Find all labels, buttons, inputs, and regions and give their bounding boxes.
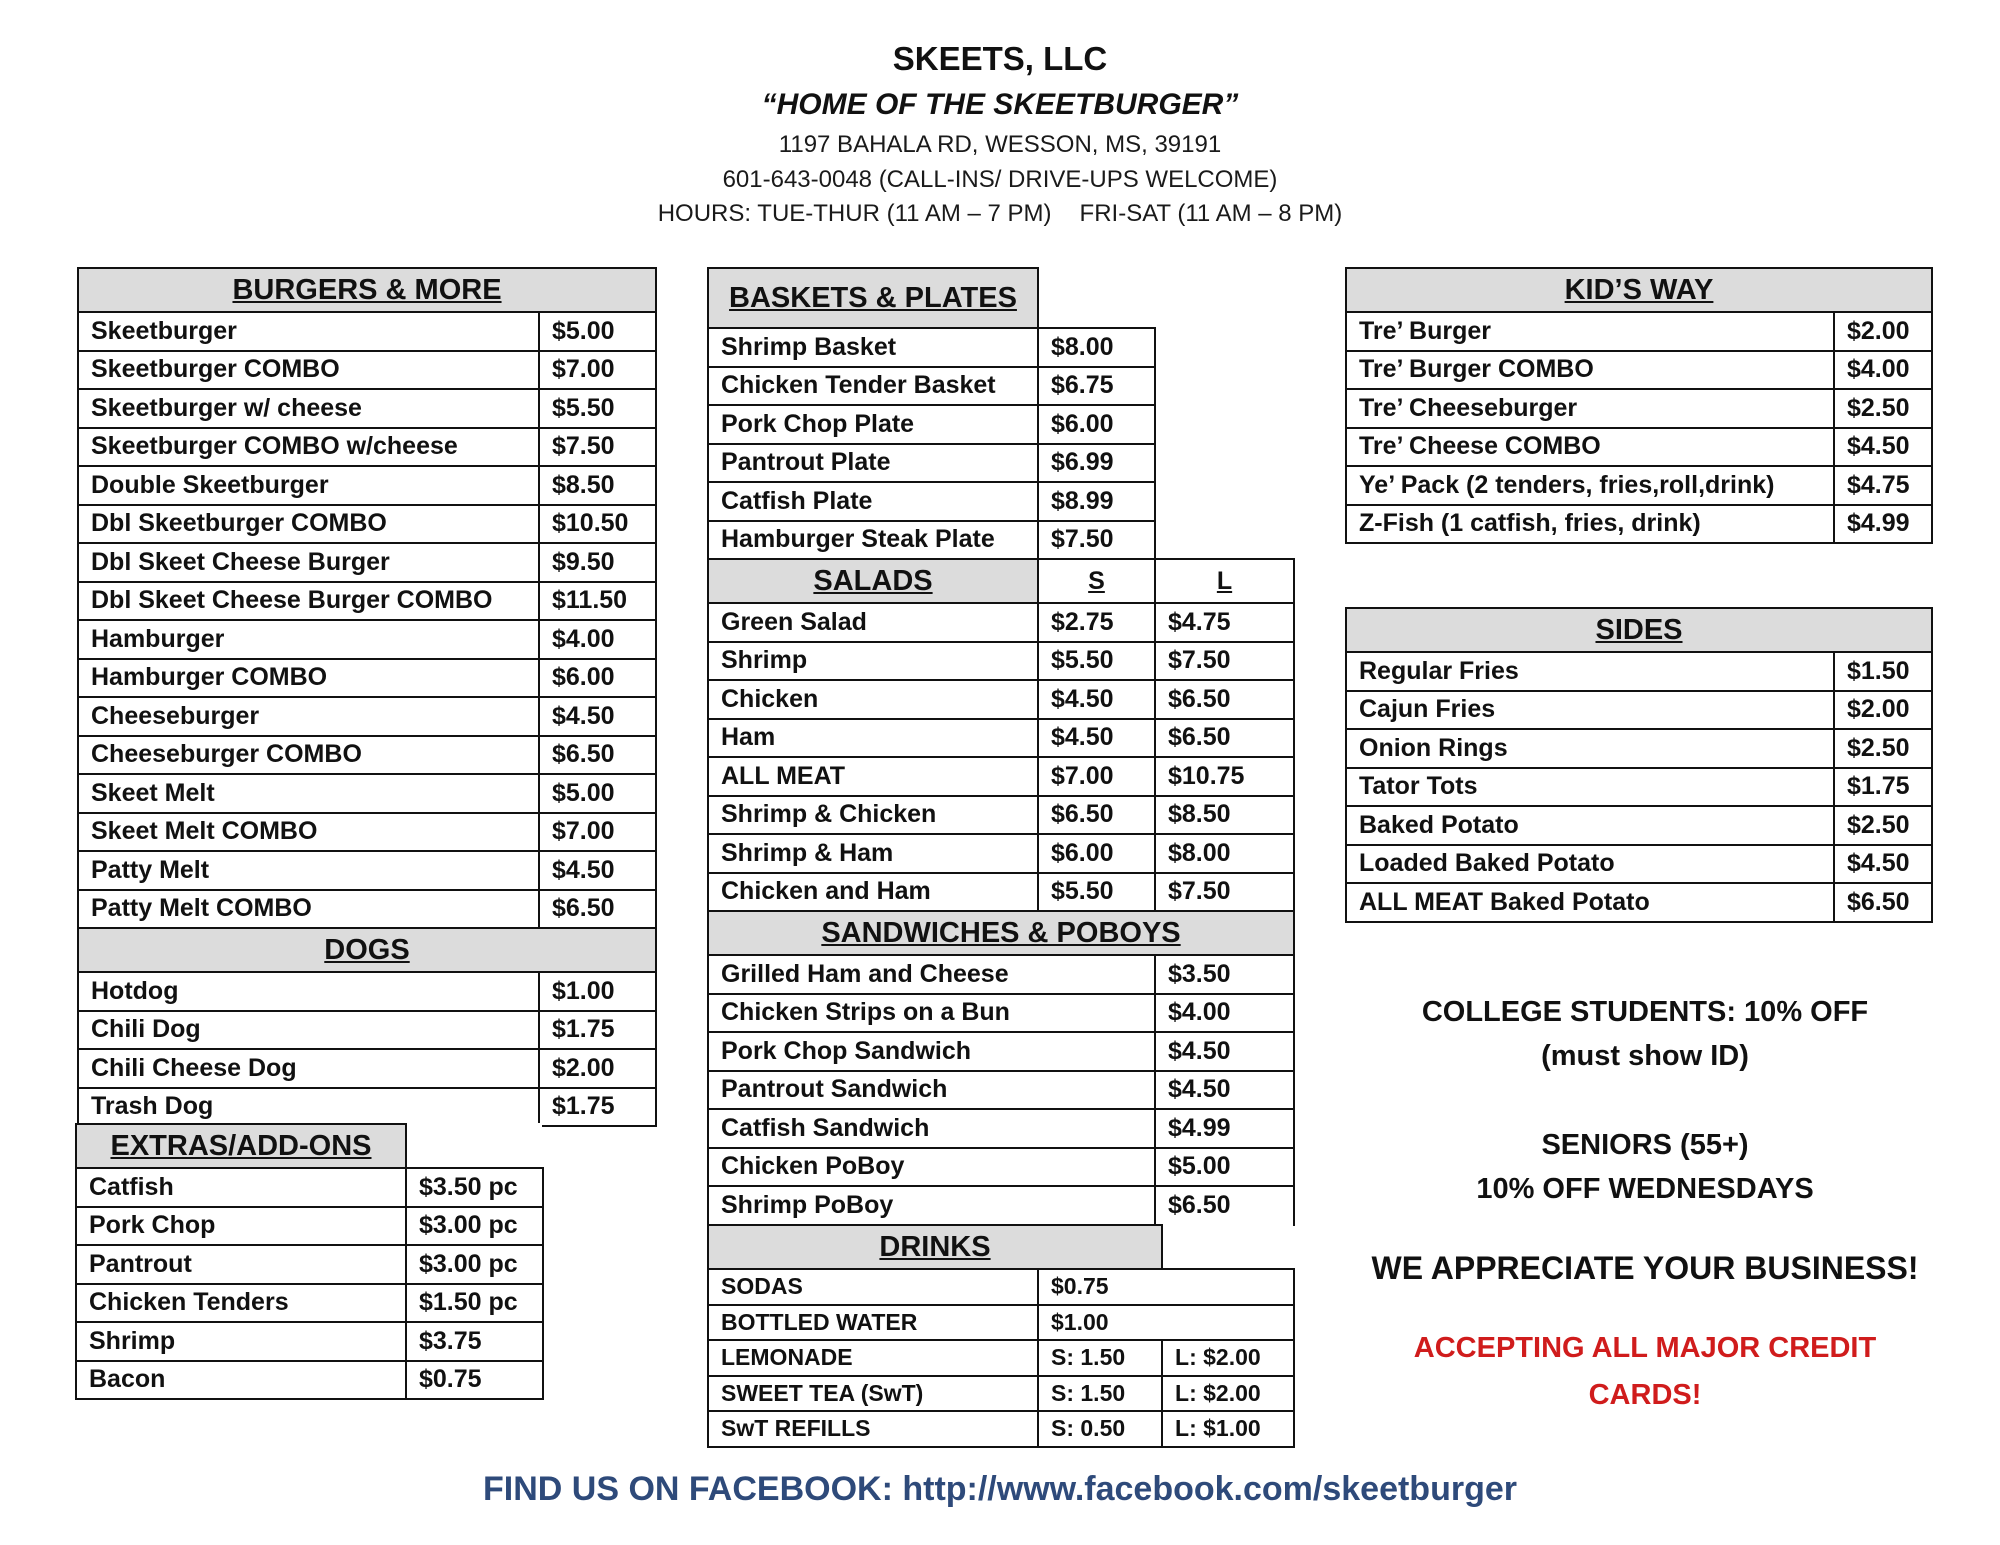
menu-row <box>78 505 656 544</box>
menu-row <box>76 1207 543 1246</box>
menu-row <box>78 428 656 467</box>
menu-row <box>1346 729 1932 768</box>
middle-column <box>707 267 1293 1226</box>
item-name: Dbl Skeetburger COMBO <box>78 505 539 544</box>
item-price: $3.00 pc <box>406 1207 543 1246</box>
menu-row <box>1346 466 1932 505</box>
menu-row <box>76 1322 543 1361</box>
item-price: $4.50 <box>1834 845 1932 884</box>
item-name: Hotdog <box>78 972 539 1011</box>
dogs-heading: DOGS <box>78 928 656 972</box>
menu-row <box>708 994 1294 1033</box>
menu-row <box>78 890 656 929</box>
menu-row <box>78 774 656 813</box>
item-name: Chicken Tender Basket <box>708 367 1038 406</box>
item-price: $6.00 <box>1038 405 1155 444</box>
kids-section <box>1345 267 1931 544</box>
item-name: Pork Chop Plate <box>708 405 1038 444</box>
item-name: Hamburger <box>78 620 539 659</box>
menu-row <box>708 482 1294 521</box>
item-price-small: $4.50 <box>1038 680 1155 719</box>
item-price: $4.50 <box>539 851 656 890</box>
menu-row <box>708 1376 1294 1412</box>
drinks-heading: DRINKS <box>708 1225 1162 1269</box>
item-name: Pork Chop Sandwich <box>708 1032 1155 1071</box>
item-name: Chicken Strips on a Bun <box>708 994 1155 1033</box>
salads-heading: SALADS <box>708 559 1038 603</box>
credit-card-line1: ACCEPTING ALL MAJOR CREDIT <box>1413 1332 1877 1364</box>
item-name: Catfish Plate <box>708 482 1038 521</box>
menu-row <box>78 813 656 852</box>
kids-heading: KID’S WAY <box>1346 268 1932 312</box>
item-price: $4.50 <box>539 697 656 736</box>
item-price: $1.50 pc <box>406 1284 543 1323</box>
credit-card-line2: CARDS! <box>1588 1379 1702 1411</box>
item-name: Patty Melt COMBO <box>78 890 539 929</box>
menu-row <box>708 1071 1294 1110</box>
menu-row <box>78 1011 656 1050</box>
item-price: $6.50 <box>539 736 656 775</box>
item-name: Chicken PoBoy <box>708 1148 1155 1187</box>
menu-row <box>76 1245 543 1284</box>
sides-heading: SIDES <box>1346 608 1932 652</box>
item-name: Baked Potato <box>1346 806 1834 845</box>
item-price: $8.50 <box>539 466 656 505</box>
baskets-heading: BASKETS & PLATES <box>708 268 1038 328</box>
item-name: BOTTLED WATER <box>708 1305 1038 1341</box>
menu-row <box>76 1284 543 1323</box>
item-price: $6.75 <box>1038 367 1155 406</box>
menu-row <box>708 834 1294 873</box>
item-name: Skeet Melt <box>78 774 539 813</box>
item-price: $7.50 <box>1038 521 1155 560</box>
item-name: Loaded Baked Potato <box>1346 845 1834 884</box>
menu-row <box>708 405 1294 444</box>
item-name: Bacon <box>76 1361 406 1400</box>
menu-row <box>708 1340 1294 1376</box>
menu-row <box>708 680 1294 719</box>
item-name: Cheeseburger <box>78 697 539 736</box>
menu-row <box>708 1411 1294 1447</box>
item-price: $5.00 <box>1155 1148 1294 1187</box>
senior-discount-line1: SENIORS (55+) <box>1541 1129 1749 1161</box>
item-name: Chili Cheese Dog <box>78 1049 539 1088</box>
sides-section <box>1345 607 1931 923</box>
item-price: $3.50 <box>1155 955 1294 994</box>
hours-weekend: FRI-SAT (11 AM – 8 PM) <box>1079 200 1343 227</box>
item-price: $6.50 <box>539 890 656 929</box>
item-name: Pantrout Sandwich <box>708 1071 1155 1110</box>
item-name: Pantrout <box>76 1245 406 1284</box>
item-price-large: L: $2.00 <box>1162 1376 1294 1412</box>
menu-row <box>78 1088 656 1127</box>
item-price: $1.00 <box>1038 1305 1294 1341</box>
item-price-large: $7.50 <box>1155 873 1294 912</box>
menu-row <box>708 603 1294 642</box>
item-price: $9.50 <box>539 543 656 582</box>
item-name: Catfish <box>76 1168 406 1207</box>
tagline: “HOME OF THE SKEETBURGER” <box>761 88 1239 121</box>
item-name: Dbl Skeet Cheese Burger <box>78 543 539 582</box>
item-price: $1.75 <box>1834 768 1932 807</box>
extras-section <box>75 1123 542 1400</box>
menu-row <box>1346 389 1932 428</box>
hours <box>0 200 2000 228</box>
menu-row <box>708 328 1294 367</box>
item-name: Trash Dog <box>78 1088 539 1127</box>
item-price: $5.00 <box>539 774 656 813</box>
item-price: $1.75 <box>539 1011 656 1050</box>
item-price: $8.99 <box>1038 482 1155 521</box>
menu-row <box>78 1049 656 1088</box>
item-price: $3.00 pc <box>406 1245 543 1284</box>
item-name: Chicken <box>708 680 1038 719</box>
item-name: ALL MEAT Baked Potato <box>1346 883 1834 922</box>
menu-row <box>1346 505 1932 544</box>
item-name: Double Skeetburger <box>78 466 539 505</box>
item-price: $1.50 <box>1834 652 1932 691</box>
item-price-large: $4.75 <box>1155 603 1294 642</box>
item-name: Hamburger COMBO <box>78 659 539 698</box>
menu-row <box>78 582 656 621</box>
facebook-link[interactable]: FIND US ON FACEBOOK: http://www.facebook.com/skeetburger <box>483 1470 1517 1508</box>
item-name: Chicken Tenders <box>76 1284 406 1323</box>
item-name: Pantrout Plate <box>708 444 1038 483</box>
menu-row <box>1346 652 1932 691</box>
extras-heading: EXTRAS/ADD-ONS <box>76 1124 406 1168</box>
item-name: Shrimp PoBoy <box>708 1186 1155 1225</box>
item-price: $8.00 <box>1038 328 1155 367</box>
menu-row <box>78 351 656 390</box>
item-price: $2.50 <box>1834 729 1932 768</box>
item-price: $4.00 <box>1155 994 1294 1033</box>
menu-row <box>708 796 1294 835</box>
item-price: $1.75 <box>539 1088 656 1127</box>
item-price: $2.50 <box>1834 806 1932 845</box>
item-price-large: $10.75 <box>1155 757 1294 796</box>
item-price-large: L: $1.00 <box>1162 1411 1294 1447</box>
item-name: Regular Fries <box>1346 652 1834 691</box>
drinks-section <box>707 1224 1293 1448</box>
item-name: Catfish Sandwich <box>708 1109 1155 1148</box>
item-price: $4.75 <box>1834 466 1932 505</box>
item-name: Shrimp Basket <box>708 328 1038 367</box>
menu-row <box>78 659 656 698</box>
item-price: $7.00 <box>539 813 656 852</box>
item-name: Hamburger Steak Plate <box>708 521 1038 560</box>
address: 1197 BAHALA RD, WESSON, MS, 39191 <box>778 131 1222 158</box>
menu-row <box>1346 845 1932 884</box>
item-price: $6.50 <box>1834 883 1932 922</box>
item-price-small: $6.00 <box>1038 834 1155 873</box>
item-price-small: $5.50 <box>1038 642 1155 681</box>
item-name: Pork Chop <box>76 1207 406 1246</box>
item-name: Skeet Melt COMBO <box>78 813 539 852</box>
item-name: SODAS <box>708 1269 1038 1305</box>
item-price: $2.00 <box>1834 312 1932 351</box>
menu-row <box>708 719 1294 758</box>
item-price-large: $8.50 <box>1155 796 1294 835</box>
menu-row <box>708 1186 1294 1225</box>
item-price: $6.00 <box>539 659 656 698</box>
menu-row <box>1346 428 1932 467</box>
item-price: $4.00 <box>1834 351 1932 390</box>
item-name: SWEET TEA (SwT) <box>708 1376 1038 1412</box>
item-name: Ham <box>708 719 1038 758</box>
item-price: $1.00 <box>539 972 656 1011</box>
salads-col-large: L <box>1155 559 1294 603</box>
item-price: $0.75 <box>1038 1269 1294 1305</box>
hours-weekday: HOURS: TUE-THUR (11 AM – 7 PM) <box>657 200 1052 227</box>
menu-row <box>78 389 656 428</box>
item-name: Z-Fish (1 catfish, fries, drink) <box>1346 505 1834 544</box>
item-price: $5.00 <box>539 312 656 351</box>
menu-row <box>708 1032 1294 1071</box>
item-price: $3.75 <box>406 1322 543 1361</box>
item-name: Tre’ Burger <box>1346 312 1834 351</box>
menu-row <box>708 1148 1294 1187</box>
burgers-heading: BURGERS & MORE <box>78 268 656 312</box>
item-price: $7.00 <box>539 351 656 390</box>
item-name: Skeetburger w/ cheese <box>78 389 539 428</box>
item-price-small: $6.50 <box>1038 796 1155 835</box>
menu-row <box>1346 883 1932 922</box>
item-name: Shrimp & Chicken <box>708 796 1038 835</box>
item-price-small: $7.00 <box>1038 757 1155 796</box>
item-name: Grilled Ham and Cheese <box>708 955 1155 994</box>
item-price-large: $6.50 <box>1155 680 1294 719</box>
item-price: $4.99 <box>1834 505 1932 544</box>
item-price-small: S: 1.50 <box>1038 1376 1162 1412</box>
menu-row <box>76 1361 543 1400</box>
item-price: $4.50 <box>1834 428 1932 467</box>
item-name: Cajun Fries <box>1346 691 1834 730</box>
item-price-small: S: 0.50 <box>1038 1411 1162 1447</box>
restaurant-name: SKEETS, LLC <box>892 40 1108 77</box>
item-price: $11.50 <box>539 582 656 621</box>
item-price: $7.50 <box>539 428 656 467</box>
item-name: Shrimp & Ham <box>708 834 1038 873</box>
item-price: $4.50 <box>1155 1071 1294 1110</box>
senior-discount-line2: 10% OFF WEDNESDAYS <box>1476 1173 1814 1205</box>
menu-row <box>708 444 1294 483</box>
item-name: Tre’ Cheeseburger <box>1346 389 1834 428</box>
item-name: Skeetburger <box>78 312 539 351</box>
menu-row <box>1346 691 1932 730</box>
item-price: $2.50 <box>1834 389 1932 428</box>
phone: 601-643-0048 (CALL-INS/ DRIVE-UPS WELCOME) <box>722 166 1278 193</box>
menu-row <box>1346 806 1932 845</box>
item-price-small: $2.75 <box>1038 603 1155 642</box>
credit-card-notice <box>1345 1325 1945 1419</box>
item-name: LEMONADE <box>708 1340 1038 1376</box>
item-price: $2.00 <box>1834 691 1932 730</box>
menu-row <box>708 521 1294 560</box>
item-price-small: $4.50 <box>1038 719 1155 758</box>
college-discount-line2: (must show ID) <box>1541 1040 1749 1072</box>
menu-row <box>78 620 656 659</box>
item-name: SwT REFILLS <box>708 1411 1038 1447</box>
menu-row <box>708 1109 1294 1148</box>
menu-row <box>78 543 656 582</box>
item-name: Ye’ Pack (2 tenders, fries,roll,drink) <box>1346 466 1834 505</box>
senior-discount <box>1345 1123 1945 1211</box>
item-price-large: $6.50 <box>1155 719 1294 758</box>
item-price-large: L: $2.00 <box>1162 1340 1294 1376</box>
menu-row <box>78 466 656 505</box>
appreciation-message: WE APPRECIATE YOUR BUSINESS! <box>1371 1250 1919 1286</box>
burgers-section <box>77 267 655 1127</box>
item-price-large: $7.50 <box>1155 642 1294 681</box>
menu-row <box>1346 351 1932 390</box>
menu-row <box>708 873 1294 912</box>
menu-row <box>78 851 656 890</box>
menu-row <box>708 1269 1294 1305</box>
menu-row <box>708 955 1294 994</box>
item-price: $10.50 <box>539 505 656 544</box>
item-name: Chili Dog <box>78 1011 539 1050</box>
item-price: $2.00 <box>539 1049 656 1088</box>
item-name: Tre’ Cheese COMBO <box>1346 428 1834 467</box>
menu-row <box>1346 312 1932 351</box>
item-name: Shrimp <box>76 1322 406 1361</box>
item-price: $4.99 <box>1155 1109 1294 1148</box>
item-price-small: $5.50 <box>1038 873 1155 912</box>
menu-row <box>78 972 656 1011</box>
item-name: Patty Melt <box>78 851 539 890</box>
item-name: Chicken and Ham <box>708 873 1038 912</box>
menu-row <box>78 312 656 351</box>
item-name: ALL MEAT <box>708 757 1038 796</box>
menu-row <box>78 697 656 736</box>
menu-row <box>708 1305 1294 1341</box>
menu-row <box>708 642 1294 681</box>
menu-row <box>78 736 656 775</box>
sandwiches-heading: SANDWICHES & POBOYS <box>708 911 1294 955</box>
item-price: $3.50 pc <box>406 1168 543 1207</box>
item-name: Skeetburger COMBO w/cheese <box>78 428 539 467</box>
item-name: Tator Tots <box>1346 768 1834 807</box>
menu-row <box>76 1168 543 1207</box>
item-price: $0.75 <box>406 1361 543 1400</box>
salads-col-small: S <box>1038 559 1155 603</box>
item-name: Shrimp <box>708 642 1038 681</box>
item-price: $4.00 <box>539 620 656 659</box>
menu-row <box>1346 768 1932 807</box>
item-name: Onion Rings <box>1346 729 1834 768</box>
item-price: $4.50 <box>1155 1032 1294 1071</box>
item-name: Green Salad <box>708 603 1038 642</box>
item-name: Skeetburger COMBO <box>78 351 539 390</box>
item-name: Tre’ Burger COMBO <box>1346 351 1834 390</box>
item-name: Cheeseburger COMBO <box>78 736 539 775</box>
item-price: $6.50 <box>1155 1186 1294 1225</box>
item-price: $6.99 <box>1038 444 1155 483</box>
item-price-small: S: 1.50 <box>1038 1340 1162 1376</box>
item-name: Dbl Skeet Cheese Burger COMBO <box>78 582 539 621</box>
menu-row <box>708 367 1294 406</box>
item-price: $5.50 <box>539 389 656 428</box>
item-price-large: $8.00 <box>1155 834 1294 873</box>
college-discount <box>1345 990 1945 1078</box>
menu-row <box>708 757 1294 796</box>
college-discount-line1: COLLEGE STUDENTS: 10% OFF <box>1421 996 1869 1028</box>
